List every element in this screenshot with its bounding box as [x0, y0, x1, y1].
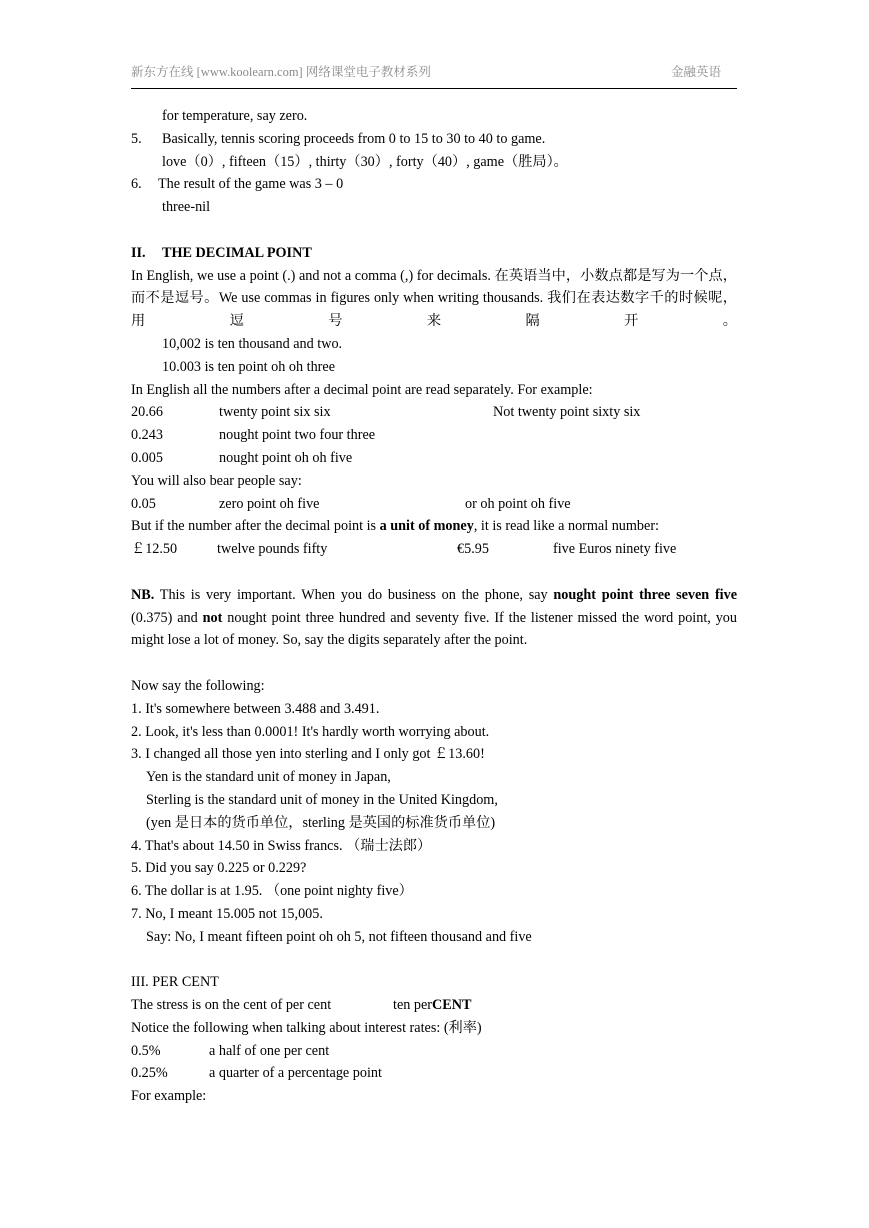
- section-heading: III. PER CENT: [131, 974, 219, 991]
- list-item: 5. Did you say 0.225 or 0.229?: [131, 860, 307, 877]
- example-row: 20.66 twenty point six six Not twenty point sixty six: [131, 404, 641, 421]
- list-item: 6. The dollar is at 1.95. （one point nighty five）: [131, 883, 413, 900]
- page-header: [131, 62, 737, 89]
- header-source: 新东方在线 [www.koolearn.com] 网络课堂电子教材系列: [131, 65, 431, 79]
- list-item: 7. No, I meant 15.005 not 15,005.: [131, 905, 323, 922]
- list-item: 4. That's about 14.50 in Swiss francs. （瑞士法郎）: [131, 837, 432, 854]
- example-row: 0.5% a half of one per cent: [131, 1042, 330, 1059]
- example-row: 0.25% a quarter of a percentage point: [131, 1065, 382, 1082]
- list-item: 2. Look, it's less than 0.0001! It's hardly worth worrying about.: [131, 723, 490, 740]
- example-row: ￡12.50 twelve pounds fifty €5.95 five Euros ninety five: [131, 541, 677, 558]
- list-item: 5. Basically, tennis scoring proceeds from 0 to 15 to 30 to 40 to game.: [131, 130, 546, 147]
- list-item: 1. It's somewhere between 3.488 and 3.491.: [131, 700, 380, 717]
- text-line: For example:: [131, 1088, 207, 1105]
- text-line: But if the number after the decimal point is a unit of money, it is read like a normal number:: [131, 518, 659, 535]
- list-note: Sterling is the standard unit of money in the United Kingdom,: [146, 791, 498, 808]
- header-subject: 金融英语: [670, 65, 721, 79]
- text-line: three-nil: [162, 199, 211, 216]
- text-line: Now say the following:: [131, 677, 265, 694]
- list-item: 6. The result of the game was 3 – 0: [131, 176, 344, 193]
- example-row: 0.243 nought point two four three: [131, 427, 376, 444]
- document-body: [131, 105, 737, 1108]
- nb-paragraph: NB. This is very important. When you do business on the phone, say nought point three seven five (0.375) and not nought point three hundred and seventy five. If the listener missed the word point, you might lose a lot of money. So, say the digits separately after the point.: [131, 586, 738, 649]
- section-heading: II. THE DECIMAL POINT: [131, 244, 312, 261]
- example-line: 10.003 is ten point oh oh three: [162, 358, 335, 375]
- text-line: for temperature, say zero.: [162, 108, 308, 124]
- paragraph: In English, we use a point (.) and not a comma (,) for decimals. 在英语当中，小数点都是写为一个点，而不是逗号。We use commas in figures only when writing thousands. 我们在表达数字千的时候呢，用逗号来隔开。: [131, 267, 737, 330]
- list-item: 3. I changed all those yen into sterling and I only got ￡13.60!: [131, 746, 485, 763]
- list-note: (yen 是日本的货币单位，sterling 是英国的标准货币单位): [146, 814, 496, 831]
- example-row: 0.05 zero point oh five or oh point oh five: [131, 495, 571, 512]
- text-line: The stress is on the cent of per cent ten perCENT: [131, 997, 472, 1014]
- text-line: Notice the following when talking about interest rates: (利率): [131, 1019, 482, 1036]
- text-line: love（0）, fifteen（15）, thirty（30）, forty（40）, game（胜局）。: [162, 153, 568, 170]
- list-note: Yen is the standard unit of money in Japan,: [146, 769, 391, 786]
- text-line: In English all the numbers after a decimal point are read separately. For example:: [131, 381, 593, 398]
- text-line: You will also bear people say:: [131, 472, 302, 489]
- example-row: 0.005 nought point oh oh five: [131, 449, 353, 466]
- example-line: 10,002 is ten thousand and two.: [162, 335, 343, 352]
- list-note: Say: No, I meant fifteen point oh oh 5, not fifteen thousand and five: [146, 928, 532, 945]
